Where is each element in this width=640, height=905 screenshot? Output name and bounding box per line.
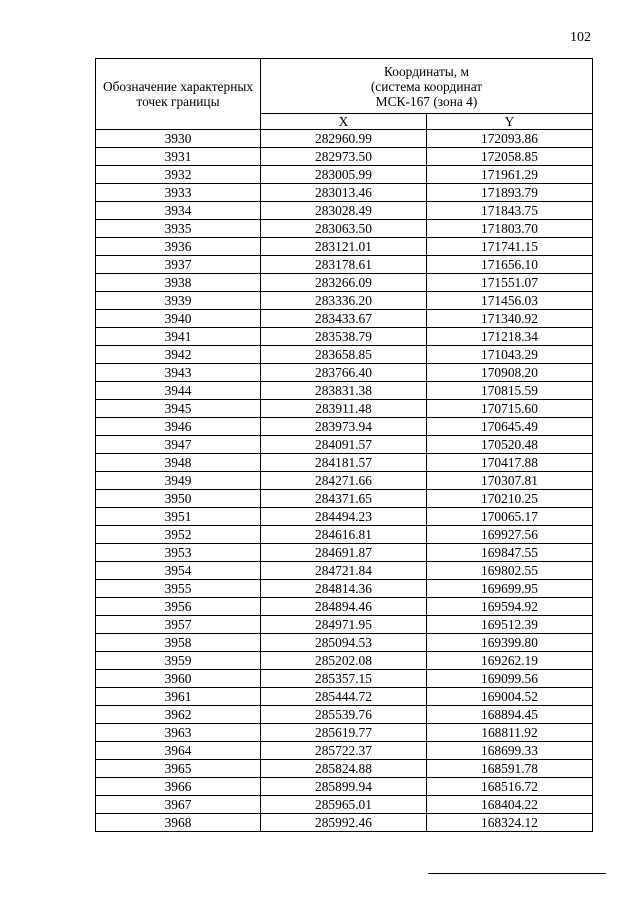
x-cell: 284271.66 bbox=[261, 472, 427, 490]
y-cell: 169594.92 bbox=[427, 598, 593, 616]
y-cell: 169399.80 bbox=[427, 634, 593, 652]
x-cell: 285722.37 bbox=[261, 742, 427, 760]
y-cell: 169802.55 bbox=[427, 562, 593, 580]
table-row bbox=[96, 652, 593, 670]
y-cell: 168591.78 bbox=[427, 760, 593, 778]
y-cell: 171656.10 bbox=[427, 256, 593, 274]
table-row bbox=[96, 580, 593, 598]
point-id-cell: 3949 bbox=[96, 472, 261, 490]
point-id-cell: 3952 bbox=[96, 526, 261, 544]
table-row bbox=[96, 364, 593, 382]
x-cell: 283538.79 bbox=[261, 328, 427, 346]
point-id-cell: 3945 bbox=[96, 400, 261, 418]
point-id-cell: 3966 bbox=[96, 778, 261, 796]
page-number: 102 bbox=[570, 30, 591, 45]
y-cell: 169004.52 bbox=[427, 688, 593, 706]
header-coordinates bbox=[261, 59, 593, 114]
x-cell: 283766.40 bbox=[261, 364, 427, 382]
table-row bbox=[96, 148, 593, 166]
x-cell: 283973.94 bbox=[261, 418, 427, 436]
point-id-cell: 3935 bbox=[96, 220, 261, 238]
y-cell: 168324.12 bbox=[427, 814, 593, 832]
point-id-cell: 3959 bbox=[96, 652, 261, 670]
y-cell: 171893.79 bbox=[427, 184, 593, 202]
point-id-cell: 3951 bbox=[96, 508, 261, 526]
header-y: Y bbox=[427, 114, 593, 130]
table-row bbox=[96, 328, 593, 346]
table-row bbox=[96, 742, 593, 760]
x-cell: 284894.46 bbox=[261, 598, 427, 616]
table-row bbox=[96, 220, 593, 238]
point-id-cell: 3940 bbox=[96, 310, 261, 328]
point-id-cell: 3968 bbox=[96, 814, 261, 832]
table-row bbox=[96, 562, 593, 580]
table-row bbox=[96, 274, 593, 292]
point-id-cell: 3937 bbox=[96, 256, 261, 274]
x-cell: 283911.48 bbox=[261, 400, 427, 418]
table-row bbox=[96, 382, 593, 400]
y-cell: 172058.85 bbox=[427, 148, 593, 166]
y-cell: 169262.19 bbox=[427, 652, 593, 670]
y-cell: 171551.07 bbox=[427, 274, 593, 292]
x-cell: 284721.84 bbox=[261, 562, 427, 580]
x-cell: 285539.76 bbox=[261, 706, 427, 724]
y-cell: 171843.75 bbox=[427, 202, 593, 220]
x-cell: 283831.38 bbox=[261, 382, 427, 400]
x-cell: 285094.53 bbox=[261, 634, 427, 652]
y-cell: 170715.60 bbox=[427, 400, 593, 418]
table-row bbox=[96, 454, 593, 472]
point-id-cell: 3930 bbox=[96, 130, 261, 148]
point-id-cell: 3957 bbox=[96, 616, 261, 634]
x-cell: 285824.88 bbox=[261, 760, 427, 778]
x-cell: 284971.95 bbox=[261, 616, 427, 634]
x-cell: 284371.65 bbox=[261, 490, 427, 508]
point-id-cell: 3933 bbox=[96, 184, 261, 202]
x-cell: 285899.94 bbox=[261, 778, 427, 796]
table-body bbox=[96, 130, 593, 832]
table-row bbox=[96, 616, 593, 634]
y-cell: 169699.95 bbox=[427, 580, 593, 598]
x-cell: 284091.57 bbox=[261, 436, 427, 454]
table-row bbox=[96, 310, 593, 328]
y-cell: 168516.72 bbox=[427, 778, 593, 796]
y-cell: 171803.70 bbox=[427, 220, 593, 238]
y-cell: 170065.17 bbox=[427, 508, 593, 526]
footer-divider bbox=[428, 873, 606, 874]
table-row bbox=[96, 670, 593, 688]
x-cell: 285202.08 bbox=[261, 652, 427, 670]
x-cell: 285619.77 bbox=[261, 724, 427, 742]
table-row bbox=[96, 256, 593, 274]
point-id-cell: 3938 bbox=[96, 274, 261, 292]
y-cell: 170815.59 bbox=[427, 382, 593, 400]
point-id-cell: 3934 bbox=[96, 202, 261, 220]
point-id-cell: 3946 bbox=[96, 418, 261, 436]
point-id-cell: 3944 bbox=[96, 382, 261, 400]
table-row bbox=[96, 796, 593, 814]
table-row bbox=[96, 778, 593, 796]
point-id-cell: 3948 bbox=[96, 454, 261, 472]
y-cell: 170520.48 bbox=[427, 436, 593, 454]
table-row bbox=[96, 202, 593, 220]
y-cell: 171741.15 bbox=[427, 238, 593, 256]
y-cell: 171218.34 bbox=[427, 328, 593, 346]
x-cell: 283433.67 bbox=[261, 310, 427, 328]
x-cell: 282973.50 bbox=[261, 148, 427, 166]
x-cell: 283336.20 bbox=[261, 292, 427, 310]
table-row bbox=[96, 634, 593, 652]
point-id-cell: 3950 bbox=[96, 490, 261, 508]
y-cell: 170210.25 bbox=[427, 490, 593, 508]
point-id-cell: 3941 bbox=[96, 328, 261, 346]
point-id-cell: 3958 bbox=[96, 634, 261, 652]
point-id-cell: 3965 bbox=[96, 760, 261, 778]
point-id-cell: 3964 bbox=[96, 742, 261, 760]
table-row bbox=[96, 436, 593, 454]
y-cell: 168811.92 bbox=[427, 724, 593, 742]
point-id-cell: 3961 bbox=[96, 688, 261, 706]
y-cell: 171961.29 bbox=[427, 166, 593, 184]
table-row bbox=[96, 688, 593, 706]
table-row bbox=[96, 184, 593, 202]
x-cell: 283005.99 bbox=[261, 166, 427, 184]
table-row bbox=[96, 724, 593, 742]
point-id-cell: 3942 bbox=[96, 346, 261, 364]
y-cell: 169099.56 bbox=[427, 670, 593, 688]
y-cell: 168699.33 bbox=[427, 742, 593, 760]
point-id-cell: 3947 bbox=[96, 436, 261, 454]
y-cell: 169927.56 bbox=[427, 526, 593, 544]
x-cell: 283028.49 bbox=[261, 202, 427, 220]
y-cell: 168404.22 bbox=[427, 796, 593, 814]
point-id-cell: 3953 bbox=[96, 544, 261, 562]
x-cell: 283013.46 bbox=[261, 184, 427, 202]
y-cell: 171043.29 bbox=[427, 346, 593, 364]
table-row bbox=[96, 292, 593, 310]
point-id-cell: 3955 bbox=[96, 580, 261, 598]
x-cell: 285444.72 bbox=[261, 688, 427, 706]
table-row bbox=[96, 418, 593, 436]
x-cell: 285357.15 bbox=[261, 670, 427, 688]
x-cell: 283266.09 bbox=[261, 274, 427, 292]
y-cell: 170908.20 bbox=[427, 364, 593, 382]
x-cell: 285965.01 bbox=[261, 796, 427, 814]
table-row bbox=[96, 166, 593, 184]
y-cell: 172093.86 bbox=[427, 130, 593, 148]
point-id-cell: 3967 bbox=[96, 796, 261, 814]
x-cell: 284616.81 bbox=[261, 526, 427, 544]
y-cell: 171456.03 bbox=[427, 292, 593, 310]
x-cell: 284494.23 bbox=[261, 508, 427, 526]
point-id-cell: 3936 bbox=[96, 238, 261, 256]
header-coordinates-line1: Координаты, м bbox=[384, 63, 469, 79]
x-cell: 283658.85 bbox=[261, 346, 427, 364]
point-id-cell: 3932 bbox=[96, 166, 261, 184]
table-row bbox=[96, 130, 593, 148]
y-cell: 170417.88 bbox=[427, 454, 593, 472]
table-row bbox=[96, 598, 593, 616]
y-cell: 170645.49 bbox=[427, 418, 593, 436]
table-row bbox=[96, 490, 593, 508]
x-cell: 283178.61 bbox=[261, 256, 427, 274]
x-cell: 284814.36 bbox=[261, 580, 427, 598]
table-row bbox=[96, 472, 593, 490]
point-id-cell: 3960 bbox=[96, 670, 261, 688]
table-row bbox=[96, 508, 593, 526]
y-cell: 170307.81 bbox=[427, 472, 593, 490]
header-designation: Обозначение характерных точек границы bbox=[96, 59, 261, 130]
table-row bbox=[96, 526, 593, 544]
y-cell: 171340.92 bbox=[427, 310, 593, 328]
point-id-cell: 3956 bbox=[96, 598, 261, 616]
y-cell: 168894.45 bbox=[427, 706, 593, 724]
point-id-cell: 3931 bbox=[96, 148, 261, 166]
x-cell: 283063.50 bbox=[261, 220, 427, 238]
x-cell: 285992.46 bbox=[261, 814, 427, 832]
table-row bbox=[96, 760, 593, 778]
x-cell: 282960.99 bbox=[261, 130, 427, 148]
point-id-cell: 3939 bbox=[96, 292, 261, 310]
table-row bbox=[96, 400, 593, 418]
x-cell: 284181.57 bbox=[261, 454, 427, 472]
header-coordinates-line2: (система координат bbox=[370, 78, 483, 94]
table-row bbox=[96, 238, 593, 256]
point-id-cell: 3943 bbox=[96, 364, 261, 382]
y-cell: 169847.55 bbox=[427, 544, 593, 562]
y-cell: 169512.39 bbox=[427, 616, 593, 634]
x-cell: 283121.01 bbox=[261, 238, 427, 256]
point-id-cell: 3962 bbox=[96, 706, 261, 724]
x-cell: 284691.87 bbox=[261, 544, 427, 562]
point-id-cell: 3963 bbox=[96, 724, 261, 742]
table-row bbox=[96, 544, 593, 562]
table-row bbox=[96, 706, 593, 724]
table-row bbox=[96, 346, 593, 364]
table-row bbox=[96, 814, 593, 832]
point-id-cell: 3954 bbox=[96, 562, 261, 580]
header-x: X bbox=[261, 114, 427, 130]
coordinates-table bbox=[95, 58, 593, 832]
header-coordinates-line3: МСК-167 (зона 4) bbox=[375, 93, 478, 109]
